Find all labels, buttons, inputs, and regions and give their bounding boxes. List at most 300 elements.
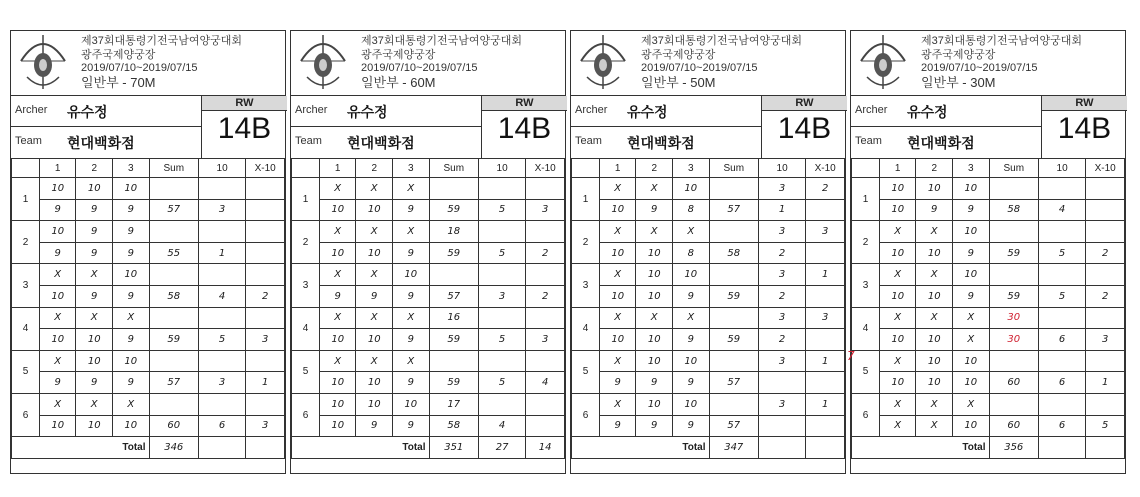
end-number: 5 (292, 350, 320, 393)
tens-count: 1 (758, 199, 805, 221)
total-tens (1038, 437, 1085, 459)
x-count (246, 221, 285, 243)
tens-count: 5 (478, 372, 525, 394)
arrow-score: 9 (393, 372, 430, 394)
arrow-score: 10 (39, 329, 76, 351)
arrow-score: X (39, 350, 76, 372)
column-header: 10 (1038, 159, 1085, 178)
end-row (572, 393, 845, 415)
arrow-score: 10 (673, 350, 710, 372)
tens-count: 3 (198, 199, 245, 221)
end-row (292, 199, 565, 221)
column-header: 3 (953, 159, 990, 178)
end-row (12, 199, 285, 221)
x-count (246, 264, 285, 286)
arrow-score: 9 (39, 242, 76, 264)
team-label: Team (855, 135, 882, 147)
arrow-score: 10 (916, 242, 953, 264)
arrow-score: 9 (953, 285, 990, 307)
column-header: 1 (879, 159, 916, 178)
arrow-score: 9 (356, 285, 393, 307)
x-count (806, 329, 845, 351)
end-row (852, 350, 1125, 372)
end-row (292, 264, 565, 286)
tens-count (198, 350, 245, 372)
arrow-score: 10 (356, 329, 393, 351)
end-row (12, 178, 285, 200)
tens-count: 2 (758, 285, 805, 307)
arrow-score: 8 (673, 199, 710, 221)
event-dates: 2019/07/10~2019/07/15 (641, 62, 758, 74)
archer-label: Archer (575, 104, 608, 116)
arrow-score: 10 (319, 372, 356, 394)
column-header: Sum (709, 159, 758, 178)
arrow-score: X (393, 307, 430, 329)
end-sum: 17 (429, 393, 478, 415)
end-sum (709, 350, 758, 372)
end-row (572, 372, 845, 394)
arrow-score: 9 (393, 329, 430, 351)
arrow-score: X (393, 178, 430, 200)
end-sum (709, 264, 758, 286)
tens-count: 4 (478, 415, 525, 437)
arrow-score: X (599, 350, 636, 372)
arrow-score: 9 (76, 285, 113, 307)
total-label: Total (852, 437, 990, 459)
arrow-score: X (636, 178, 673, 200)
column-header: 1 (599, 159, 636, 178)
arrow-score: X (636, 221, 673, 243)
arrow-score: X (113, 307, 150, 329)
end-row (12, 264, 285, 286)
end-number: 5 (572, 350, 600, 393)
distance-label: 일반부 - 60M (361, 74, 436, 90)
arrow-score: 10 (673, 178, 710, 200)
arrow-score: X (39, 393, 76, 415)
team-name: 현대백화점 (347, 135, 415, 151)
total-row (852, 437, 1125, 459)
arrow-score: 9 (113, 199, 150, 221)
tens-count (198, 221, 245, 243)
x-count: 2 (806, 178, 845, 200)
end-number: 6 (292, 393, 320, 436)
column-header: 3 (393, 159, 430, 178)
end-number: 2 (852, 221, 880, 264)
end-number: 4 (852, 307, 880, 350)
tens-count (478, 350, 525, 372)
end-row (852, 393, 1125, 415)
tens-count (478, 178, 525, 200)
archer-name: 유수정 (67, 104, 108, 120)
column-header: 3 (673, 159, 710, 178)
end-sum: 57 (429, 285, 478, 307)
arrow-score: 10 (879, 329, 916, 351)
end-number: 3 (292, 264, 320, 307)
arrow-score: 10 (599, 285, 636, 307)
x-count: 3 (246, 415, 285, 437)
arrow-score: 10 (916, 372, 953, 394)
archer-row (571, 96, 761, 127)
end-sum (709, 393, 758, 415)
arrow-score: X (76, 307, 113, 329)
header-row (292, 159, 565, 178)
x-count (806, 242, 845, 264)
score-table (851, 158, 1125, 459)
x-count (526, 178, 565, 200)
end-sum (149, 350, 198, 372)
arrow-score: 10 (916, 178, 953, 200)
arrow-score: 10 (356, 199, 393, 221)
total-x (806, 437, 845, 459)
end-sum: 58 (149, 285, 198, 307)
end-sum: 16 (429, 307, 478, 329)
end-sum: 59 (429, 242, 478, 264)
tens-count (478, 221, 525, 243)
end-row (572, 307, 845, 329)
tens-count: 3 (758, 264, 805, 286)
arrow-score: 10 (356, 372, 393, 394)
arrow-score: 10 (356, 393, 393, 415)
corner-cell (852, 159, 880, 178)
end-row (292, 350, 565, 372)
arrow-score: X (319, 350, 356, 372)
arrow-score: 10 (319, 393, 356, 415)
end-sum: 59 (709, 285, 758, 307)
end-row (852, 285, 1125, 307)
arrow-score: 9 (76, 199, 113, 221)
arrow-score: X (319, 307, 356, 329)
arrow-score: X (319, 178, 356, 200)
arrow-score: 10 (599, 199, 636, 221)
corner-cell (12, 159, 40, 178)
archer-label: Archer (855, 104, 888, 116)
x-count (526, 393, 565, 415)
target-assignment (1041, 96, 1127, 158)
arrow-score: 9 (636, 372, 673, 394)
arrow-score: 10 (953, 372, 990, 394)
arrow-score: 10 (953, 350, 990, 372)
column-header: 2 (356, 159, 393, 178)
arrow-score: 10 (636, 285, 673, 307)
target-assignment (761, 96, 847, 158)
arrow-score: 10 (879, 242, 916, 264)
arrow-score: X (599, 178, 636, 200)
card-header (851, 31, 1125, 95)
venue-name: 광주국제양궁장 (921, 48, 996, 61)
total-x (1086, 437, 1125, 459)
arrow-score: 10 (916, 285, 953, 307)
scorecard (290, 30, 566, 474)
column-header: X-10 (246, 159, 285, 178)
arrow-score: X (599, 393, 636, 415)
arrow-score: 9 (76, 372, 113, 394)
end-number: 6 (572, 393, 600, 436)
arrow-score: X (113, 393, 150, 415)
scorecard (847, 30, 1126, 474)
column-header: Sum (149, 159, 198, 178)
x-count (806, 372, 845, 394)
arrow-score: 10 (113, 350, 150, 372)
arrow-score: X (916, 221, 953, 243)
x-count (526, 307, 565, 329)
arrow-score: 9 (673, 329, 710, 351)
arrow-score: 9 (39, 199, 76, 221)
end-sum: 58 (709, 242, 758, 264)
arrow-score: 9 (393, 285, 430, 307)
arrow-score: 10 (636, 350, 673, 372)
x-count: 3 (1086, 329, 1125, 351)
arrow-score: 9 (916, 199, 953, 221)
archer-name: 유수정 (627, 104, 668, 120)
tens-count (758, 415, 805, 437)
event-info (81, 35, 242, 89)
arrow-score: 9 (636, 199, 673, 221)
corner-cell (292, 159, 320, 178)
arrow-score: X (916, 393, 953, 415)
arrow-score: 9 (319, 285, 356, 307)
archer-label: Archer (295, 104, 328, 116)
arrow-score: 10 (916, 350, 953, 372)
end-number: 1 (292, 178, 320, 221)
archery-federation-logo (293, 33, 353, 91)
tens-count (198, 178, 245, 200)
x-count (806, 285, 845, 307)
arrow-score: 9 (76, 242, 113, 264)
arrow-score: 10 (76, 415, 113, 437)
column-header: 2 (916, 159, 953, 178)
archer-name: 유수정 (347, 104, 388, 120)
arrow-score: 10 (319, 329, 356, 351)
arrow-score: X (39, 264, 76, 286)
arrow-score: X (76, 264, 113, 286)
arrow-score: 9 (113, 285, 150, 307)
x-count (526, 221, 565, 243)
end-number: 3 (12, 264, 40, 307)
end-row (572, 285, 845, 307)
arrow-score: 10 (113, 264, 150, 286)
target-code: 14B (217, 112, 272, 145)
arrow-score: 10 (319, 242, 356, 264)
arrow-score: 9 (393, 415, 430, 437)
x-count (1086, 350, 1125, 372)
end-sum: 59 (989, 242, 1038, 264)
team-name: 현대백화점 (907, 135, 975, 151)
arrow-score: 10 (319, 415, 356, 437)
column-header: X-10 (806, 159, 845, 178)
arrow-score: 10 (673, 393, 710, 415)
end-sum (149, 221, 198, 243)
end-row (852, 415, 1125, 437)
arrow-score: X (673, 221, 710, 243)
arrow-score: 9 (113, 329, 150, 351)
end-sum: 60 (989, 372, 1038, 394)
end-sum: 57 (709, 415, 758, 437)
card-header (291, 31, 565, 95)
arrow-score: X (879, 350, 916, 372)
arrow-score: X (356, 264, 393, 286)
archer-row (851, 96, 1041, 127)
arrow-score: 9 (599, 415, 636, 437)
score-table (291, 158, 565, 459)
arrow-score: 10 (599, 329, 636, 351)
arrow-score: 9 (393, 199, 430, 221)
x-count: 3 (526, 329, 565, 351)
card-header (571, 31, 845, 95)
arrow-score: 9 (673, 285, 710, 307)
scorecard (10, 30, 286, 474)
end-sum: 57 (149, 199, 198, 221)
end-row (572, 415, 845, 437)
arrow-score: X (879, 221, 916, 243)
x-count: 2 (526, 285, 565, 307)
venue-name: 광주국제양궁장 (81, 48, 156, 61)
end-sum (989, 350, 1038, 372)
end-row (852, 264, 1125, 286)
end-number: 3 (852, 264, 880, 307)
x-count (1086, 264, 1125, 286)
x-count: 4 (526, 372, 565, 394)
x-count (246, 393, 285, 415)
arrow-score: 9 (356, 415, 393, 437)
arrow-score: 9 (76, 221, 113, 243)
end-sum: 59 (709, 329, 758, 351)
arrow-score: 10 (879, 199, 916, 221)
end-sum: 59 (149, 329, 198, 351)
venue-name: 광주국제양궁장 (361, 48, 436, 61)
distance-label: 일반부 - 30M (921, 74, 996, 90)
end-sum: 57 (709, 199, 758, 221)
total-tens (758, 437, 805, 459)
x-count: 2 (1086, 242, 1125, 264)
end-sum (989, 264, 1038, 286)
end-sum (149, 264, 198, 286)
arrow-score: 10 (39, 285, 76, 307)
tens-count: 2 (758, 329, 805, 351)
arrow-score: X (953, 393, 990, 415)
arrow-score: X (916, 264, 953, 286)
end-number: 6 (12, 393, 40, 436)
tens-count: 4 (1038, 199, 1085, 221)
end-sum: 18 (429, 221, 478, 243)
tens-count: 5 (198, 329, 245, 351)
event-name: 제37회대통령기전국남여양궁대회 (361, 35, 522, 47)
end-row (292, 372, 565, 394)
end-number: 4 (572, 307, 600, 350)
end-sum (989, 393, 1038, 415)
x-count: 5 (1086, 415, 1125, 437)
target-assignment (201, 96, 287, 158)
end-row (12, 415, 285, 437)
arrow-score: 10 (393, 393, 430, 415)
total-label: Total (292, 437, 430, 459)
end-sum: 57 (709, 372, 758, 394)
arrow-score: X (916, 307, 953, 329)
end-sum: 59 (429, 372, 478, 394)
team-row (851, 127, 1041, 158)
end-row (852, 199, 1125, 221)
arrow-score: X (953, 329, 990, 351)
total-label: Total (572, 437, 710, 459)
end-row (572, 199, 845, 221)
column-header: 2 (76, 159, 113, 178)
end-row (292, 415, 565, 437)
arrow-score: 9 (113, 221, 150, 243)
end-sum: 59 (429, 199, 478, 221)
rw-label: RW (762, 96, 847, 111)
arrow-score: 10 (76, 329, 113, 351)
archer-info (571, 95, 845, 158)
tens-count: 3 (758, 307, 805, 329)
end-row (292, 329, 565, 351)
tens-count (1038, 178, 1085, 200)
end-sum: 57 (149, 372, 198, 394)
target-code: 14B (777, 112, 832, 145)
team-name: 현대백화점 (627, 135, 695, 151)
column-header: Sum (429, 159, 478, 178)
x-count (526, 350, 565, 372)
arrow-score: 10 (39, 178, 76, 200)
team-label: Team (295, 135, 322, 147)
team-label: Team (15, 135, 42, 147)
arrow-score: 9 (599, 372, 636, 394)
column-header: X-10 (526, 159, 565, 178)
end-row (852, 221, 1125, 243)
arrow-score: 10 (879, 372, 916, 394)
archer-info (851, 95, 1125, 158)
end-sum: 59 (989, 285, 1038, 307)
total-tens: 27 (478, 437, 525, 459)
arrow-score: X (356, 178, 393, 200)
x-count (526, 415, 565, 437)
end-sum: 30 (989, 307, 1038, 329)
arrow-score: X (953, 307, 990, 329)
end-number: 2 (292, 221, 320, 264)
arrow-score: X (76, 393, 113, 415)
tens-count (1038, 393, 1085, 415)
tens-count (478, 393, 525, 415)
end-row (292, 285, 565, 307)
x-count (246, 178, 285, 200)
x-count: 1 (806, 393, 845, 415)
tens-count: 3 (758, 178, 805, 200)
target-code: 14B (497, 112, 552, 145)
arrow-score: 10 (953, 264, 990, 286)
end-row (12, 393, 285, 415)
tens-count: 6 (1038, 372, 1085, 394)
column-header: 1 (39, 159, 76, 178)
arrow-score: 10 (39, 221, 76, 243)
archer-info (291, 95, 565, 158)
x-count: 3 (806, 221, 845, 243)
arrow-score: 8 (673, 242, 710, 264)
end-sum (709, 221, 758, 243)
tens-count: 3 (758, 221, 805, 243)
end-row (852, 372, 1125, 394)
arrow-score: 10 (953, 221, 990, 243)
arrow-score: 9 (953, 242, 990, 264)
arrow-score: X (673, 307, 710, 329)
end-sum: 59 (429, 329, 478, 351)
tens-count (758, 372, 805, 394)
end-row (12, 372, 285, 394)
end-row (852, 329, 1125, 351)
tens-count (198, 307, 245, 329)
arrow-score: 9 (113, 242, 150, 264)
arrow-score: 10 (39, 415, 76, 437)
end-sum: 60 (149, 415, 198, 437)
end-row (12, 285, 285, 307)
x-count (526, 264, 565, 286)
